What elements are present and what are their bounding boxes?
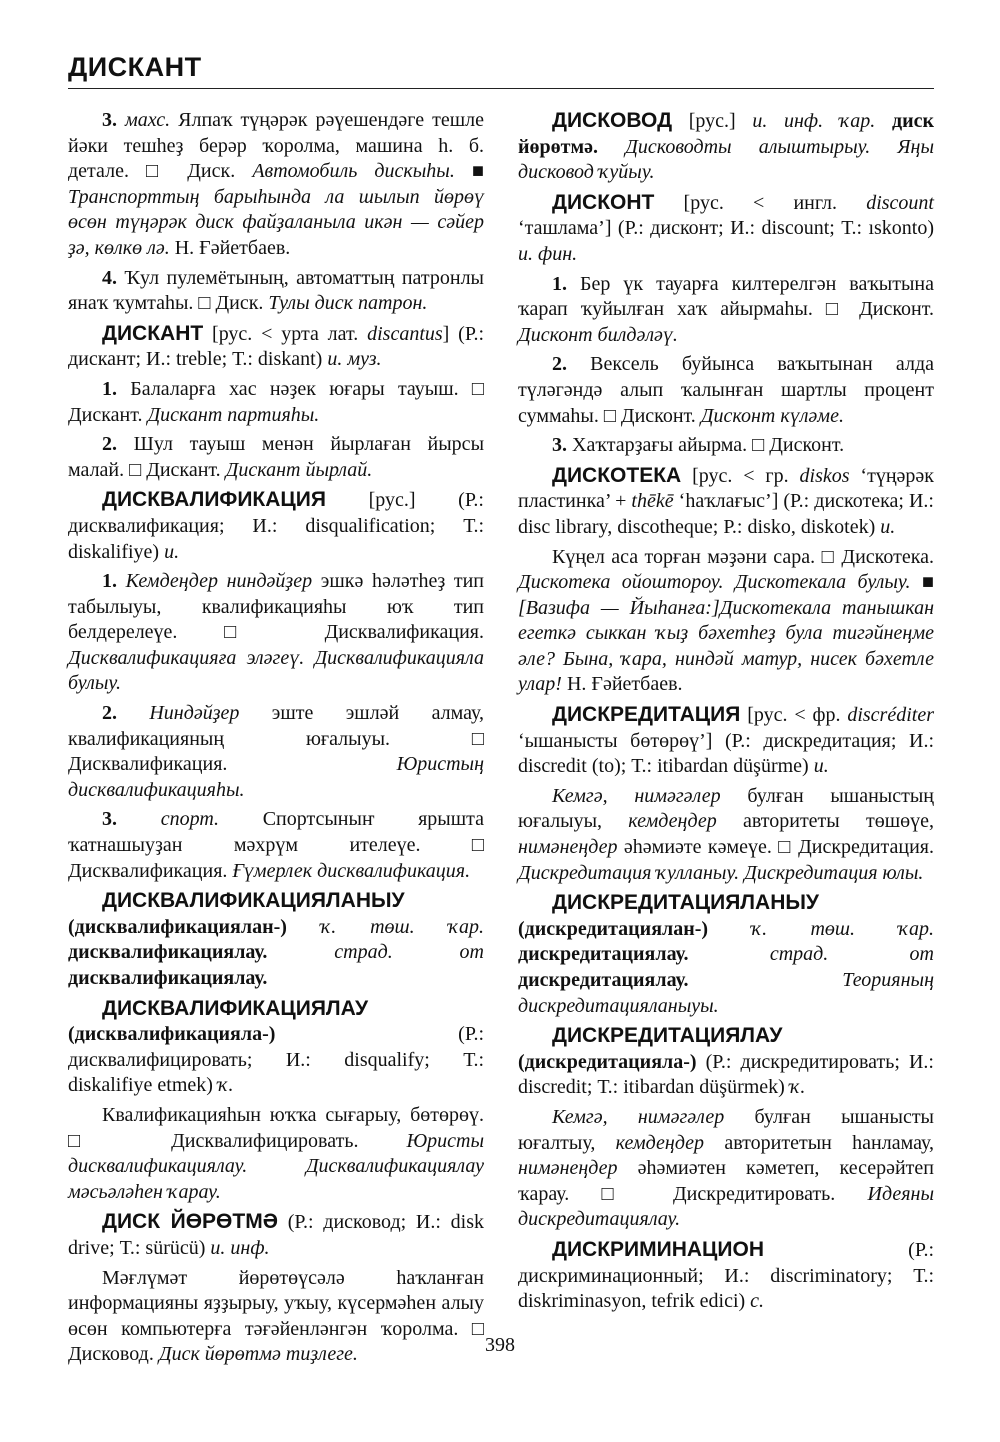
running-head: ДИСКАНТ — [68, 52, 202, 82]
page-number: 398 — [485, 1334, 515, 1356]
dictionary-paragraph: ДИСКАНТ [рус. < урта лат. discantus] (Р.: дискант; И.: treble; Т.: diskant) и. муз. — [68, 321, 485, 371]
right-column — [518, 108, 934, 1319]
dictionary-paragraph: ДИСКОНТ [рус. < ингл. discount ‘ташлама’] (Р.: дисконт; И.: discount; Т.: ıskonto) и. фин. — [518, 190, 934, 265]
dictionary-paragraph: 2. Ниндәйҙер эште эшләй алмау, квалификацияның юғалыуы. □ Дисквалификация. Юристың дисквалификацияһы. — [68, 702, 485, 801]
dictionary-paragraph: ДИСКРИМИНАЦИОН (Р.: дискриминационный; И.: discriminatory; Т.: diskriminasyon, tefrik edici) с. — [518, 1237, 934, 1313]
dictionary-paragraph: 1. Балаларға хас нәҙек юғары тауыш. □ Дискант. Дискант партияһы. — [68, 377, 484, 426]
dictionary-paragraph: ДИСКОТЕКА [рус. < гр. diskos ‘түңәрәк пластинка’ + thēkē ‘һаҡлағыс’] (Р.: дискотека; И.: disc library, discotheque; Р.: disko, diskotek) и. — [518, 463, 934, 538]
dictionary-paragraph: 3. Хаҡтарҙағы айырма. □ Дисконт. — [552, 434, 845, 457]
dictionary-paragraph: ДИСКРЕДИТАЦИЯЛАУ (дискредитацияла-) (Р.: дискредитировать; И.: discredit; Т.: itibardan düşürmek) ҡ. — [518, 1024, 934, 1099]
dictionary-paragraph: ДИСКРЕДИТАЦИЯ [рус. < фр. discréditer ‘ышанысты бөтөрөү’] (Р.: дискредитация; И.: discredit (to); Т.: itibardan düşürme) и. — [518, 703, 934, 778]
dictionary-paragraph: 1. Кемдеңдер ниндәйҙер эшкә һәләтһеҙ тип табылыуы, квалификацияһы юҡ тип белдерелеүе. □ Дисквалификация. Дисквалификацияға эләгеү. Дисквалификацияла булыу. — [68, 570, 485, 695]
dictionary-paragraph: Квалификацияһын юҡҡа сығарыу, бөтөрөү. □ Дисквалифицировать. Юристы дисквалификациялау. Дисквалификациялау мәсьәләһен ҡарау. — [68, 1103, 484, 1203]
header-rule — [68, 88, 934, 89]
dictionary-paragraph: 2. Шул тауыш менән йырлаған йырсы малай. □ Дискант. Дискант йырлай. — [68, 433, 484, 481]
dictionary-paragraph: ДИСКВАЛИФИКАЦИЯЛАНЫУ (дисквалификациялан-) ҡ. төш. ҡар. дисквалификациялау. страд. от дисквалификациялау. — [68, 889, 484, 989]
dictionary-paragraph: ДИСКВАЛИФИКАЦИЯ [рус.] (Р.: дисквалификация; И.: disqualification; Т.: diskalifiye) и. — [68, 488, 484, 563]
dictionary-paragraph: 3. спорт. Спортсыныҥ ярышта ҡатнашыуҙан мәхрүм ителеүе. □ Дисквалификация. Ғүмерлек дисквалификация. — [68, 808, 484, 882]
dictionary-paragraph: ДИСКОВОД [рус.] и. инф. ҡар. диск йөрөтмә. Дисководты алыштырыу. Яңы дисковод ҡуйыу. — [518, 109, 935, 184]
dictionary-paragraph: 4. Ҡул пулемётының, автоматтың патронлы янаҡ ҡумтаһы. □ Диск. Тулы диск патрон. — [68, 266, 484, 315]
dictionary-paragraph: 1. Бер үк тауарға килтерелгән ваҡытына ҡарап ҡуйылған хаҡ айырмаһы. □ Дисконт. Дисконт билдәләү. — [518, 272, 934, 346]
dictionary-paragraph: 3. махс. Ялпаҡ түңәрәк рәүешендәге тешле йәки тешһеҙ берәр ҡоролма, машина һ. б. детале. □ Диск. Автомобиль дискыһы. ■ Транспорттың барыһында ла шылып йөрөү өсөн түңәрәк диск файҙаланыла икән — сәйер ҙә, көлкө лә. Н. Ғәйетбаев. — [68, 109, 484, 259]
dictionary-paragraph: Кемгә, нимәгәлер булған ышаныстың юғалыуы, кемдеңдер авторитеты төшөүе, нимәнеңдер әһәмиәте кәмеүе. □ Дискредитация. Дискредитация ҡулланыу. Дискредитация юлы. — [518, 784, 934, 884]
dictionary-paragraph: ДИСК ЙӨРӨТМӘ (Р.: дисковод; И.: disk drive; Т.: sürücü) и. инф. — [68, 1210, 484, 1259]
dictionary-paragraph: Күңел аса торған мәҙәни сара. □ Дискотека. Дискотека ойоштороу. Дискотекала булыу. ■ [Вазифа — Йыһанға:]Дискотекала танышкан егеткә сыккан ҡыҙ бәхетһеҙ була тигәйнеңме әле? Бына, ҡара, ниндәй матур, нисек бәхетле улар! Н. Ғәйетбаев. — [518, 545, 934, 696]
dictionary-paragraph: ДИСКРЕДИТАЦИЯЛАНЫУ (дискредитациялан-) ҡ. төш. ҡар. дискредитациялау. страд. от дискредитациялау. Теорияның дискредитацияланыуы. — [518, 891, 935, 1017]
dictionary-paragraph: Кемгә, нимәгәлер булған ышанысты юғалтыу, кемдеңдер авторитетын һанламау, нимәнеңдер әһәмиәтен кәметеп, кесерәйтеп ҡарау. □ Дискредитировать. Идеяны дискредитациялау. — [518, 1105, 934, 1231]
dictionary-paragraph: ДИСКВАЛИФИКАЦИЯЛАУ (дисквалификацияла-) (Р.: дисквалифицировать; И.: disqualify; Т.: diskalifiye etmek) ҡ. — [68, 996, 484, 1097]
dictionary-paragraph: Мәғлүмәт йөрөтөүсәлә һаҡланған информацияны яҙҙырыу, уҡыу, күсермәһен алыу өсөн компьютерға тәғәйенләнгән ҡоролма. □ Дисковод. Диск йөрөтмә тиҙлеге. — [68, 1266, 484, 1366]
left-column — [68, 108, 484, 1372]
dictionary-paragraph: 2. Вексель буйынса ваҡытынан алда түләгәндә алып ҡалынған шартлы процент суммаһы. □ Дисконт. Дисконт күләме. — [518, 353, 934, 427]
